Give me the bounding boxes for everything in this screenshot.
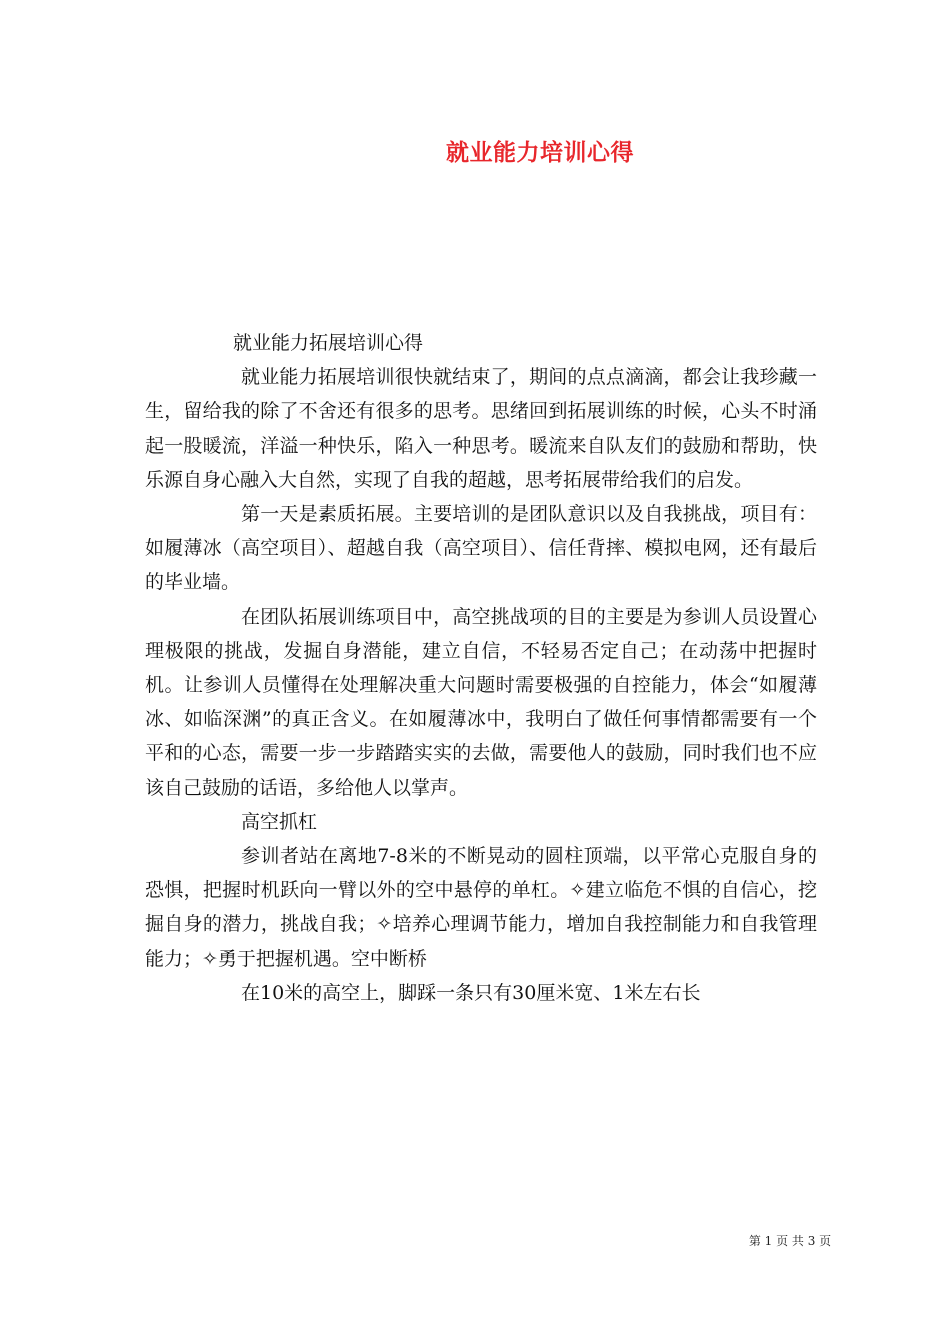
page-number: 第 1 页 共 3 页	[748, 1234, 832, 1248]
paragraph-2: 第一天是素质拓展。主要培训的是团队意识以及自我挑战，项目有：如履薄冰（高空项目）、超越自我（高空项目）、信任背摔、模拟电网，还有最后的毕业墙。	[145, 503, 817, 594]
paragraph-1: 就业能力拓展培训很快就结束了，期间的点点滴滴，都会让我珍藏一生，留给我的除了不舍还有很多的思考。思绪回到拓展训练的时候，心头不时涌起一股暖流，洋溢一种快乐，陷入一种思考。暖流来自队友们的鼓励和帮助，快乐源自身心融入大自然，实现了自我的超越，思考拓展带给我们的启发。	[145, 366, 817, 491]
paragraph-4: 参训者站在离地7-8米的不断晃动的圆柱顶端，以平常心克服自身的恐惧，把握时机跃向一臂以外的空中悬停的单杠。✧建立临危不惧的自信心，挖掘自身的潜力，挑战自我；✧培养心理调节能力，增加自我控制能力和自我管理能力；✧勇于把握机遇。空中断桥	[145, 845, 817, 970]
paragraph-5: 在10米的高空上，脚踩一条只有30厘米宽、1米左右长	[241, 981, 701, 1004]
document-title: 就业能力培训心得	[446, 139, 634, 166]
paragraph-3: 在团队拓展训练项目中，高空挑战项的目的主要是为参训人员设置心理极限的挑战，发掘自身潜能，建立自信，不轻易否定自己；在动荡中把握时机。让参训人员懂得在处理解决重大问题时需要极强的自控能力，体会“如履薄冰、如临深渊”的真正含义。在如履薄冰中，我明白了做任何事情都需要有一个平和的心态，需要一步一步踏踏实实的去做，需要他人的鼓励，同时我们也不应该自己鼓励的话语，多给他人以掌声。	[145, 605, 817, 799]
article-body	[145, 326, 817, 1010]
section-heading: 高空抓杠	[241, 810, 318, 833]
article-subtitle: 就业能力拓展培训心得	[233, 332, 424, 354]
